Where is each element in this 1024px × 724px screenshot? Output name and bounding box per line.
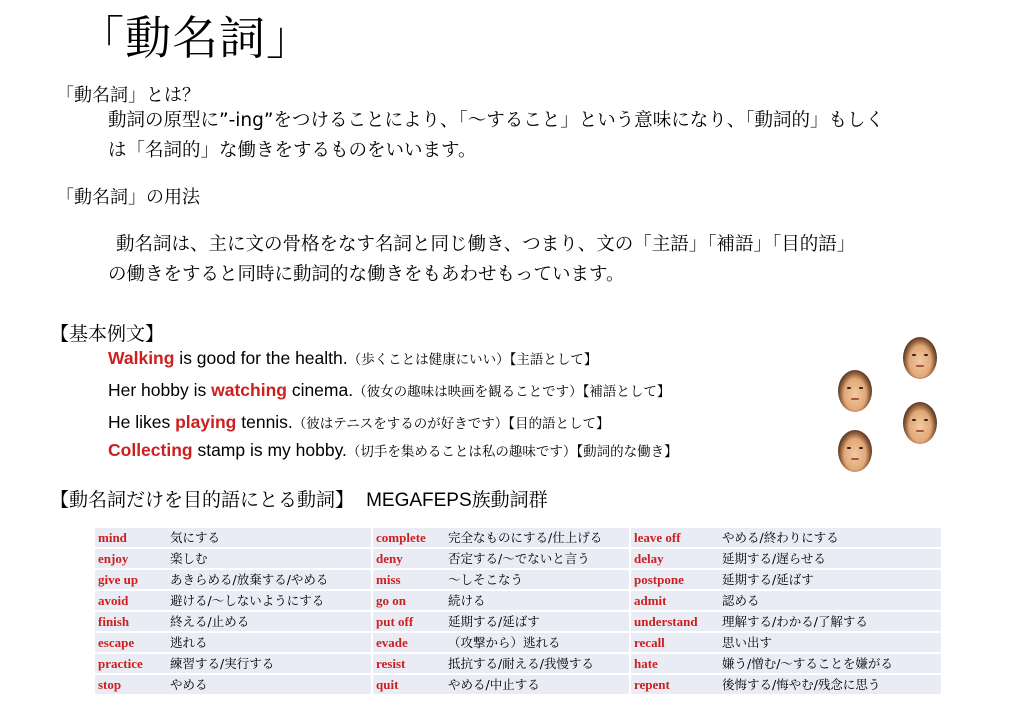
verb-english: put off xyxy=(373,612,445,631)
verb-meaning: 完全なものにする/仕上げる xyxy=(445,528,629,547)
example-highlight: watching xyxy=(211,380,287,400)
table-row xyxy=(95,675,941,694)
verb-english: admit xyxy=(631,591,719,610)
woman-face-image xyxy=(903,337,937,379)
verb-meaning: 終える/止める xyxy=(167,612,371,631)
example-pre: He likes xyxy=(108,412,176,432)
example-highlight: Walking xyxy=(108,348,175,368)
section-heading-definition: 「動名詞」とは？ xyxy=(56,85,200,106)
verb-english: quit xyxy=(373,675,445,694)
verb-english: understand xyxy=(631,612,719,631)
verbs-heading-jp: 【動名詞だけを目的語にとる動詞】 xyxy=(50,489,355,511)
verb-meaning: ～しそこなう xyxy=(445,570,629,589)
verb-english: postpone xyxy=(631,570,719,589)
definition-line-2: は「名詞的」な働きをするものをいいます。 xyxy=(108,140,477,161)
example-post: cinema. xyxy=(286,380,354,400)
table-row xyxy=(95,570,941,589)
verb-english: give up xyxy=(95,570,167,589)
verb-english: go on xyxy=(373,591,445,610)
definition-line-1: 動詞の原型に”-ing”をつけることにより、「～すること」という意味になり、「動詞的」もしく xyxy=(108,110,884,131)
verb-meaning: 練習する/実行する xyxy=(167,654,371,673)
verb-meaning: やめる/中止する xyxy=(445,675,629,694)
verb-english: escape xyxy=(95,633,167,652)
verb-meaning: 延期する/延ばす xyxy=(445,612,629,631)
example-highlight: Collecting xyxy=(108,440,193,460)
examples-heading: 【基本例文】 xyxy=(50,323,165,345)
verb-english: leave off xyxy=(631,528,719,547)
example-translation: （彼女の趣味は映画を観ることです）【補語として】 xyxy=(353,384,671,400)
table-row xyxy=(95,549,941,568)
verb-meaning: やめる xyxy=(167,675,371,694)
example-sentence xyxy=(108,375,670,407)
page-title: 「動名詞」 xyxy=(78,11,313,65)
verb-meaning: 楽しむ xyxy=(167,549,371,568)
table-row xyxy=(95,654,941,673)
verb-meaning: 否定する/～でないと言う xyxy=(445,549,629,568)
usage-line-1: 動名詞は、主に文の骨格をなす名詞と同じ働き、つまり、文の「主語」「補語」「目的語」 xyxy=(116,234,856,255)
example-post: tennis. xyxy=(236,412,293,432)
verb-meaning: やめる/終わりにする xyxy=(719,528,941,547)
verb-meaning: 逃れる xyxy=(167,633,371,652)
example-translation: （歩くことは健康にいい）【主語として】 xyxy=(347,352,598,368)
verb-english: complete xyxy=(373,528,445,547)
verb-meaning: 続ける xyxy=(445,591,629,610)
example-post: stamp is my hobby. xyxy=(192,440,347,460)
usage-line-2: の働きをすると同時に動詞的な働きをもあわせもっています。 xyxy=(108,264,625,285)
verb-meaning: あきらめる/放棄する/やめる xyxy=(167,570,371,589)
example-pre: Her hobby is xyxy=(108,380,212,400)
verb-meaning: 延期する/遅らせる xyxy=(719,549,941,568)
verb-english: recall xyxy=(631,633,719,652)
verb-english: delay xyxy=(631,549,719,568)
table-row xyxy=(95,528,941,547)
example-translation: （切手を集めることは私の趣味です）【動詞的な働き】 xyxy=(346,444,678,460)
woman-face-image xyxy=(903,402,937,444)
verb-english: repent xyxy=(631,675,719,694)
verb-english: enjoy xyxy=(95,549,167,568)
verb-english: stop xyxy=(95,675,167,694)
verb-meaning: 避ける/～しないようにする xyxy=(167,591,371,610)
example-sentence xyxy=(108,343,597,375)
example-post: is good for the health. xyxy=(174,348,348,368)
table-row xyxy=(95,591,941,610)
woman-face-image xyxy=(838,430,872,472)
verb-meaning: 抵抗する/耐える/我慢する xyxy=(445,654,629,673)
verb-meaning: 嫌う/憎む/～することを嫌がる xyxy=(719,654,941,673)
verb-english: avoid xyxy=(95,591,167,610)
verb-meaning: 延期する/延ばす xyxy=(719,570,941,589)
example-translation: （彼はテニスをするのが好きです）【目的語として】 xyxy=(292,416,610,432)
example-highlight: playing xyxy=(175,412,237,432)
verb-english: practice xyxy=(95,654,167,673)
verb-english: mind xyxy=(95,528,167,547)
verb-english: deny xyxy=(373,549,445,568)
verb-english: resist xyxy=(373,654,445,673)
verb-english: finish xyxy=(95,612,167,631)
verb-english: miss xyxy=(373,570,445,589)
table-row xyxy=(95,612,941,631)
verb-meaning: 思い出す xyxy=(719,633,941,652)
woman-face-image xyxy=(838,370,872,412)
verb-english: hate xyxy=(631,654,719,673)
section-heading-usage: 「動名詞」の用法 xyxy=(56,187,200,208)
verb-meaning: 理解する/わかる/了解する xyxy=(719,612,941,631)
verb-table xyxy=(95,526,941,696)
verb-meaning: 気にする xyxy=(167,528,371,547)
table-row xyxy=(95,633,941,652)
example-sentence xyxy=(108,435,678,467)
verb-meaning: 後悔する/悔やむ/残念に思う xyxy=(719,675,941,694)
verbs-heading xyxy=(50,488,548,513)
verb-meaning: 認める xyxy=(719,591,941,610)
verb-english: evade xyxy=(373,633,445,652)
verbs-heading-en: MEGAFEPS族動詞群 xyxy=(366,490,548,511)
verb-meaning: （攻撃から）逃れる xyxy=(445,633,629,652)
